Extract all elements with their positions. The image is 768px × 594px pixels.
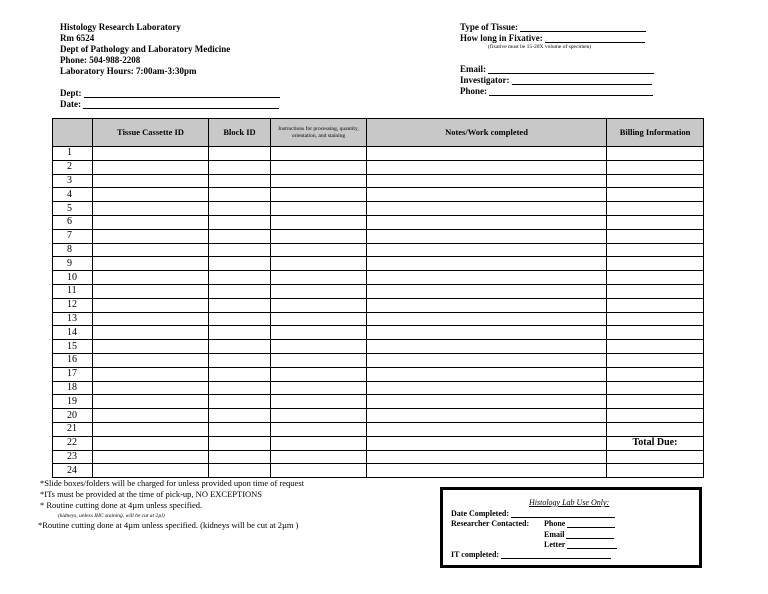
instructions-cell[interactable] <box>271 340 367 354</box>
cassette-id-cell[interactable] <box>93 271 209 285</box>
instructions-cell[interactable] <box>271 298 367 312</box>
instructions-cell[interactable] <box>271 174 367 188</box>
table-row <box>53 160 704 174</box>
cassette-id-cell[interactable] <box>93 367 209 381</box>
table-body <box>53 147 704 478</box>
tissue-type-field[interactable] <box>460 22 646 32</box>
fixative-line[interactable] <box>545 33 645 43</box>
instructions-cell[interactable] <box>271 326 367 340</box>
table-row <box>53 243 704 257</box>
date-line[interactable] <box>83 99 279 109</box>
lab-hours: Laboratory Hours: 7:00am-3:30pm <box>60 66 197 76</box>
block-id-cell[interactable] <box>209 188 271 202</box>
instructions-cell[interactable] <box>271 422 367 436</box>
billing-cell[interactable] <box>607 202 704 216</box>
notes-cell[interactable] <box>367 464 607 478</box>
block-id-cell[interactable] <box>209 409 271 423</box>
lab-use-box <box>440 487 702 568</box>
block-id-cell[interactable] <box>209 367 271 381</box>
instructions-cell[interactable] <box>271 271 367 285</box>
row-number: 8 <box>53 243 93 257</box>
it-completed-field[interactable] <box>451 550 611 559</box>
table-row <box>53 353 704 367</box>
cassette-id-cell[interactable] <box>93 174 209 188</box>
block-id-cell[interactable] <box>209 160 271 174</box>
notes-cell[interactable] <box>367 229 607 243</box>
row-number: 1 <box>53 147 93 161</box>
table-row <box>53 409 704 423</box>
notes-cell[interactable] <box>367 243 607 257</box>
row-number: 12 <box>53 298 93 312</box>
table-row <box>53 188 704 202</box>
row-number: 6 <box>53 215 93 229</box>
cassette-id-cell[interactable] <box>93 450 209 464</box>
row-number: 18 <box>53 381 93 395</box>
notes-cell[interactable] <box>367 450 607 464</box>
cassette-id-cell[interactable] <box>93 436 209 450</box>
block-id-cell[interactable] <box>209 326 271 340</box>
table-row <box>53 147 704 161</box>
cassette-id-cell[interactable] <box>93 257 209 271</box>
cassette-id-cell[interactable] <box>93 353 209 367</box>
notes-cell[interactable] <box>367 367 607 381</box>
instructions-cell[interactable] <box>271 229 367 243</box>
notes-cell[interactable] <box>367 147 607 161</box>
row-number: 22 <box>53 436 93 450</box>
cassette-id-cell[interactable] <box>93 215 209 229</box>
notes-cell[interactable] <box>367 312 607 326</box>
footnote-its: *ITs must be provided at the time of pick-up, NO EXCEPTIONS <box>40 489 263 499</box>
date-completed-field[interactable] <box>451 509 615 518</box>
researcher-contacted-label: Researcher Contacted: <box>451 519 530 528</box>
table-row <box>53 450 704 464</box>
instructions-cell[interactable] <box>271 147 367 161</box>
cassette-id-cell[interactable] <box>93 188 209 202</box>
date-completed-label: Date Completed: <box>451 509 509 518</box>
email-line[interactable] <box>488 64 654 74</box>
row-number: 19 <box>53 395 93 409</box>
table-row <box>53 464 704 478</box>
notes-cell[interactable] <box>367 215 607 229</box>
date-label: Date: <box>60 99 81 109</box>
notes-cell[interactable] <box>367 298 607 312</box>
billing-cell[interactable] <box>607 367 704 381</box>
block-id-cell[interactable] <box>209 381 271 395</box>
fixative-label: How long in Fixative: <box>460 33 543 43</box>
table-row <box>53 174 704 188</box>
row-number: 13 <box>53 312 93 326</box>
billing-cell[interactable] <box>607 174 704 188</box>
billing-cell[interactable] <box>607 284 704 298</box>
row-number: 24 <box>53 464 93 478</box>
it-completed-label: IT completed: <box>451 550 500 559</box>
billing-cell[interactable] <box>607 229 704 243</box>
row-number: 23 <box>53 450 93 464</box>
table-row <box>53 284 704 298</box>
date-completed-line[interactable] <box>511 509 615 518</box>
row-number: 17 <box>53 367 93 381</box>
notes-cell[interactable] <box>367 340 607 354</box>
notes-cell[interactable] <box>367 436 607 450</box>
block-id-cell[interactable] <box>209 284 271 298</box>
tissue-type-label: Type of Tissue: <box>460 22 519 32</box>
footnote-kidneys: (kidneys, unless IHC staining, will be cut at 2µl) <box>58 513 165 519</box>
billing-cell[interactable] <box>607 298 704 312</box>
instructions-cell[interactable] <box>271 243 367 257</box>
contact-letter-label: Letter <box>544 540 566 549</box>
notes-cell[interactable] <box>367 257 607 271</box>
row-number: 9 <box>53 257 93 271</box>
row-number: 3 <box>53 174 93 188</box>
billing-cell[interactable] <box>607 188 704 202</box>
table-row <box>53 202 704 216</box>
notes-cell[interactable] <box>367 188 607 202</box>
dept-field[interactable] <box>60 88 280 98</box>
cassette-id-header: Tissue Cassette ID <box>93 119 209 147</box>
lab-room: Rm 6524 <box>60 33 95 43</box>
instructions-cell[interactable] <box>271 381 367 395</box>
lab-use-title: Histology Lab Use Only: <box>529 498 610 507</box>
billing-cell[interactable] <box>607 257 704 271</box>
block-id-cell[interactable] <box>209 243 271 257</box>
billing-cell[interactable] <box>607 464 704 478</box>
total-due-label: Total Due: <box>607 436 704 450</box>
lab-phone: Phone: 504-988-2208 <box>60 55 141 65</box>
investigator-line[interactable] <box>512 75 652 85</box>
tissue-type-line[interactable] <box>520 22 646 32</box>
footnote-slide-boxes: *Slide boxes/folders will be charged for unless provided upon time of request <box>40 478 304 488</box>
row-number: 11 <box>53 284 93 298</box>
billing-header: Billing Information <box>607 119 704 147</box>
notes-cell[interactable] <box>367 174 607 188</box>
contact-email-field[interactable] <box>544 530 614 539</box>
row-number: 20 <box>53 409 93 423</box>
block-id-cell[interactable] <box>209 215 271 229</box>
contact-letter-field[interactable] <box>544 540 617 549</box>
phone-field[interactable] <box>460 86 653 96</box>
lab-name: Histology Research Laboratory <box>60 22 181 32</box>
instructions-cell[interactable] <box>271 464 367 478</box>
block-id-cell[interactable] <box>209 464 271 478</box>
investigator-field[interactable] <box>460 75 652 85</box>
table-row <box>53 229 704 243</box>
billing-cell[interactable] <box>607 353 704 367</box>
billing-cell[interactable] <box>607 395 704 409</box>
billing-cell[interactable] <box>607 271 704 285</box>
cassette-id-cell[interactable] <box>93 284 209 298</box>
billing-cell[interactable] <box>607 160 704 174</box>
block-id-cell[interactable] <box>209 271 271 285</box>
row-number: 16 <box>53 353 93 367</box>
table-row <box>53 422 704 436</box>
block-id-cell[interactable] <box>209 174 271 188</box>
block-id-cell[interactable] <box>209 298 271 312</box>
instructions-cell[interactable] <box>271 436 367 450</box>
cassette-id-cell[interactable] <box>93 202 209 216</box>
table-row <box>53 326 704 340</box>
fixative-field[interactable] <box>460 33 645 43</box>
notes-header: Notes/Work completed <box>367 119 607 147</box>
instructions-cell[interactable] <box>271 284 367 298</box>
block-id-cell[interactable] <box>209 257 271 271</box>
block-id-cell[interactable] <box>209 312 271 326</box>
contact-phone-field[interactable] <box>544 519 615 528</box>
row-number-header <box>53 119 93 147</box>
table-row <box>53 215 704 229</box>
instructions-cell[interactable] <box>271 409 367 423</box>
cassette-id-cell[interactable] <box>93 298 209 312</box>
row-number: 5 <box>53 202 93 216</box>
contact-email-line[interactable] <box>566 530 614 539</box>
billing-cell[interactable] <box>607 381 704 395</box>
lab-header <box>60 22 230 77</box>
table-row <box>53 271 704 285</box>
specimen-table <box>52 118 704 478</box>
block-id-cell[interactable] <box>209 436 271 450</box>
fixative-note: (fixative must be 15-20X volume of specimen) <box>488 44 592 50</box>
table-row <box>53 381 704 395</box>
contact-email-label: Email <box>544 530 565 539</box>
billing-cell[interactable] <box>607 409 704 423</box>
table-row <box>53 312 704 326</box>
instructions-header: Instructions for processing, quantity, orientation, and staining <box>271 119 367 147</box>
phone-line[interactable] <box>489 86 653 96</box>
cassette-id-cell[interactable] <box>93 160 209 174</box>
date-field[interactable] <box>60 99 279 109</box>
cassette-id-cell[interactable] <box>93 340 209 354</box>
lab-dept: Dept of Pathology and Laboratory Medicine <box>60 44 231 54</box>
billing-cell[interactable] <box>607 147 704 161</box>
row-number: 15 <box>53 340 93 354</box>
billing-cell[interactable] <box>607 312 704 326</box>
table-row <box>53 436 704 450</box>
billing-cell[interactable] <box>607 243 704 257</box>
notes-cell[interactable] <box>367 326 607 340</box>
billing-cell[interactable] <box>607 340 704 354</box>
row-number: 7 <box>53 229 93 243</box>
dept-line[interactable] <box>84 88 280 98</box>
block-id-cell[interactable] <box>209 422 271 436</box>
table-row <box>53 298 704 312</box>
instructions-cell[interactable] <box>271 202 367 216</box>
cassette-id-cell[interactable] <box>93 464 209 478</box>
contact-phone-label: Phone <box>544 519 566 528</box>
cassette-id-cell[interactable] <box>93 381 209 395</box>
instructions-cell[interactable] <box>271 257 367 271</box>
block-id-cell[interactable] <box>209 340 271 354</box>
instructions-cell[interactable] <box>271 160 367 174</box>
email-label: Email: <box>460 64 486 74</box>
block-id-cell[interactable] <box>209 450 271 464</box>
cassette-id-cell[interactable] <box>93 312 209 326</box>
row-number: 10 <box>53 271 93 285</box>
dept-label: Dept: <box>60 88 82 98</box>
block-id-cell[interactable] <box>209 395 271 409</box>
cassette-id-cell[interactable] <box>93 243 209 257</box>
block-id-cell[interactable] <box>209 229 271 243</box>
footnote-routine-cutting: * Routine cutting done at 4µm unless specified. <box>40 500 203 510</box>
instructions-cell[interactable] <box>271 188 367 202</box>
billing-cell[interactable] <box>607 215 704 229</box>
instructions-cell[interactable] <box>271 353 367 367</box>
notes-cell[interactable] <box>367 284 607 298</box>
contact-phone-line[interactable] <box>567 519 615 528</box>
instructions-cell[interactable] <box>271 367 367 381</box>
it-completed-line[interactable] <box>501 550 611 559</box>
cassette-id-cell[interactable] <box>93 409 209 423</box>
billing-cell[interactable] <box>607 422 704 436</box>
researcher-contacted-label-row <box>451 519 529 528</box>
investigator-label: Investigator: <box>460 75 510 85</box>
cassette-id-cell[interactable] <box>93 326 209 340</box>
phone-label: Phone: <box>460 86 487 96</box>
notes-cell[interactable] <box>367 409 607 423</box>
table-row <box>53 395 704 409</box>
block-id-cell[interactable] <box>209 147 271 161</box>
table-row <box>53 367 704 381</box>
notes-cell[interactable] <box>367 271 607 285</box>
email-field[interactable] <box>460 64 654 74</box>
row-number: 21 <box>53 422 93 436</box>
block-id-cell[interactable] <box>209 202 271 216</box>
instructions-cell[interactable] <box>271 215 367 229</box>
block-id-cell[interactable] <box>209 353 271 367</box>
notes-cell[interactable] <box>367 353 607 367</box>
footnote-routine-cutting-kidneys: *Routine cutting done at 4µm unless specified. (kidneys will be cut at 2µm ) <box>38 520 299 530</box>
instructions-cell[interactable] <box>271 450 367 464</box>
cassette-id-cell[interactable] <box>93 395 209 409</box>
billing-cell[interactable] <box>607 450 704 464</box>
notes-cell[interactable] <box>367 395 607 409</box>
instructions-cell[interactable] <box>271 395 367 409</box>
cassette-id-cell[interactable] <box>93 422 209 436</box>
contact-letter-line[interactable] <box>567 540 617 549</box>
table-row <box>53 340 704 354</box>
cassette-id-cell[interactable] <box>93 229 209 243</box>
notes-cell[interactable] <box>367 422 607 436</box>
notes-cell[interactable] <box>367 160 607 174</box>
instructions-cell[interactable] <box>271 312 367 326</box>
table-header-row <box>53 119 704 147</box>
notes-cell[interactable] <box>367 381 607 395</box>
notes-cell[interactable] <box>367 202 607 216</box>
row-number: 14 <box>53 326 93 340</box>
cassette-id-cell[interactable] <box>93 147 209 161</box>
row-number: 4 <box>53 188 93 202</box>
block-id-header: Block ID <box>209 119 271 147</box>
row-number: 2 <box>53 160 93 174</box>
table-row <box>53 257 704 271</box>
billing-cell[interactable] <box>607 326 704 340</box>
